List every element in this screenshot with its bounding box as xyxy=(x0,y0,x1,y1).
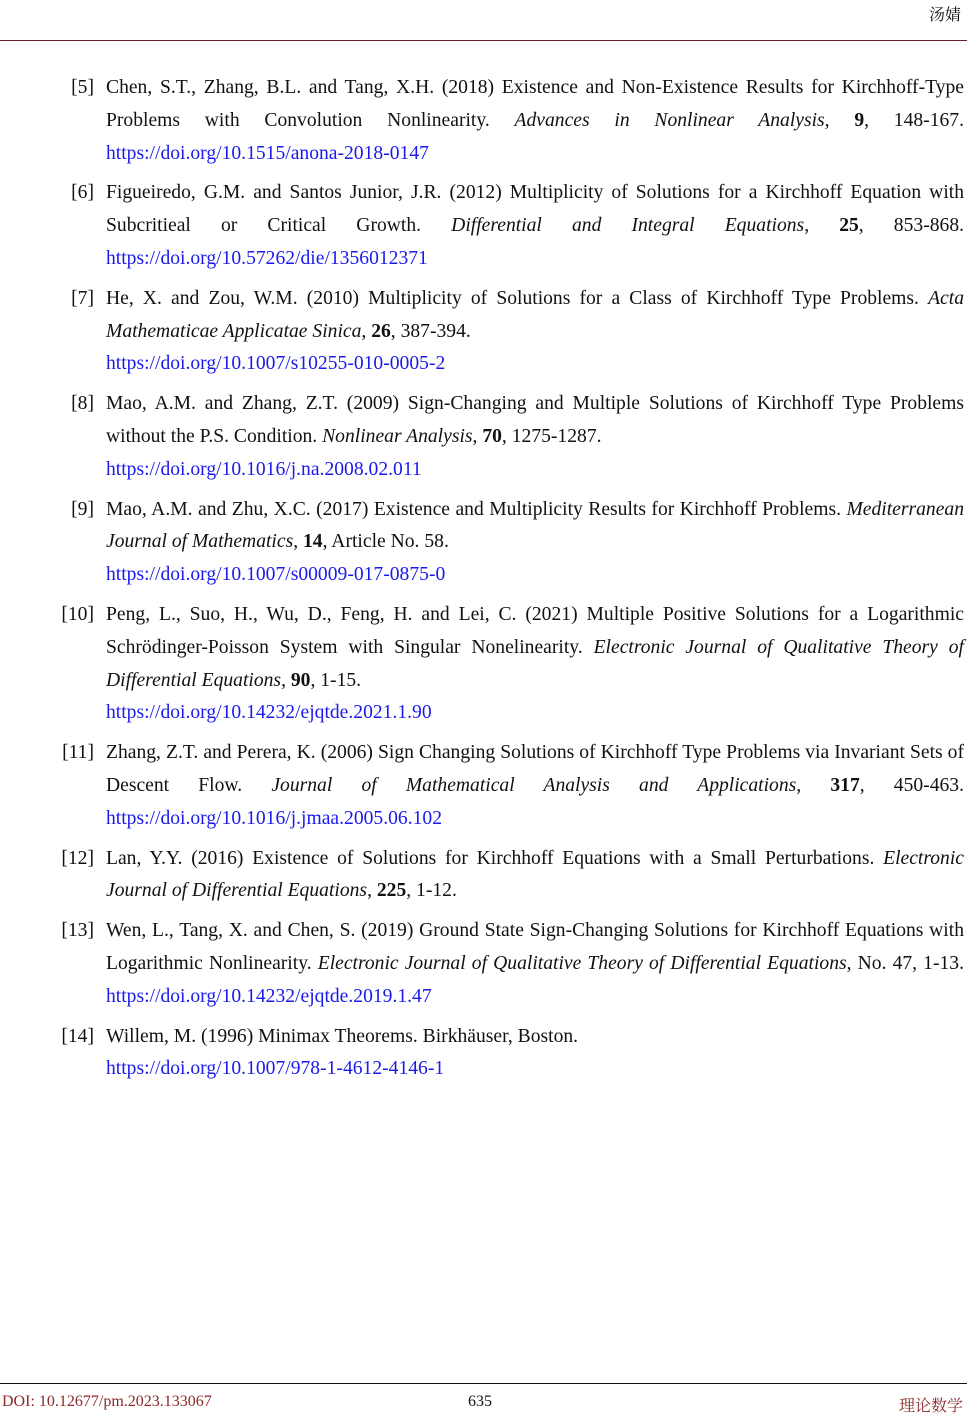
volume-number: 14 xyxy=(303,531,323,553)
volume-number: 26 xyxy=(371,320,391,342)
doi-link[interactable]: https://doi.org/10.14232/ejqtde.2019.1.47 xyxy=(106,985,432,1007)
reference-text: , xyxy=(796,774,831,796)
reference-number: [9] xyxy=(71,498,94,520)
reference-text: He, X. and Zou, W.M. (2010) Multiplicity of Solutions for a Class of Kirchhoff Type Problems. xyxy=(106,287,929,309)
reference-text: , xyxy=(472,425,483,447)
reference-number: [13] xyxy=(61,920,94,942)
reference-text: , 853-868. xyxy=(858,215,965,237)
journal-name: Mediterranean Journal of Mathematics xyxy=(106,498,964,553)
reference-text: , xyxy=(361,320,372,342)
reference-text: Mao, A.M. and Zhu, X.C. (2017) Existence and Multiplicity Results for Kirchhoff Problems. xyxy=(106,498,847,520)
reference-item xyxy=(0,737,964,835)
page-number: 635 xyxy=(468,1393,492,1410)
reference-text: Chen, S.T., Zhang, B.L. and Tang, X.H. (2018) Existence and Non-Existence Results for Kirchhoff-Type Problems with Convolution Nonlinearity. xyxy=(106,77,964,131)
reference-item xyxy=(0,915,964,1013)
reference-text: , xyxy=(293,531,303,553)
reference-number: [14] xyxy=(61,1025,94,1047)
reference-list xyxy=(0,72,964,1093)
reference-text: Zhang, Z.T. and Perera, K. (2006) Sign Changing Solutions of Kirchhoff Type Problems via Invariant Sets of Descent Flow. xyxy=(106,742,964,796)
reference-item xyxy=(0,72,964,170)
reference-text: Lan, Y.Y. (2016) Existence of Solutions for Kirchhoff Equations with a Small Perturbations. xyxy=(106,847,884,869)
reference-text: , xyxy=(804,215,840,237)
footer-journal-name: 理论数学 xyxy=(898,1398,963,1415)
reference-text: , 387-394. xyxy=(390,320,471,342)
journal-name: Journal of Mathematical Analysis and Applications xyxy=(271,774,797,796)
reference-text: Figueiredo, G.M. and Santos Junior, J.R. (2012) Multiplicity of Solutions for a Kirchhoff Equation with Subcritieal or Critical Growth. xyxy=(106,182,964,237)
doi-link[interactable]: https://doi.org/10.1007/s00009-017-0875-0 xyxy=(106,564,446,586)
journal-name: Acta Mathematicae Applicatae Sinica xyxy=(106,287,964,342)
reference-text: , 1-15. xyxy=(310,669,362,691)
reference-text: , No. 47, 1-13. xyxy=(846,952,964,974)
volume-number: 25 xyxy=(839,215,859,237)
reference-text: Willem, M. (1996) Minimax Theorems. Birkhäuser, Boston. xyxy=(106,1025,579,1047)
volume-number: 225 xyxy=(376,880,407,902)
reference-text: , 1275-1287. xyxy=(501,425,602,447)
reference-text: , xyxy=(367,880,377,902)
reference-number: [11] xyxy=(62,742,94,764)
doi-link[interactable]: https://doi.org/10.14232/ejqtde.2021.1.90 xyxy=(106,702,432,724)
journal-name: Electronic Journal of Qualitative Theory of Differential Equations xyxy=(106,636,964,691)
header-author: 汤婧 xyxy=(928,7,961,24)
journal-name: Advances in Nonlinear Analysis xyxy=(514,109,825,131)
reference-item xyxy=(0,843,964,909)
reference-text: , 1-12. xyxy=(406,880,457,902)
reference-text: , Article No. 58. xyxy=(322,531,449,553)
reference-text: , 148-167. xyxy=(864,109,964,131)
reference-number: [6] xyxy=(71,182,94,204)
journal-name: Electronic Journal of Differential Equations xyxy=(106,847,964,902)
reference-number: [5] xyxy=(71,77,94,98)
doi-link[interactable]: https://doi.org/10.1007/978-1-4612-4146-1 xyxy=(106,1058,445,1080)
reference-item xyxy=(0,1021,964,1087)
volume-number: 9 xyxy=(854,109,865,131)
doi-link[interactable]: https://doi.org/10.1515/anona-2018-0147 xyxy=(106,142,429,164)
doi-link[interactable]: https://doi.org/10.1016/j.na.2008.02.011 xyxy=(106,458,422,480)
volume-number: 317 xyxy=(830,774,860,796)
journal-name: Differential and Integral Equations xyxy=(451,215,805,237)
doi-link[interactable]: https://doi.org/10.57262/die/1356012371 xyxy=(106,247,428,269)
reference-text: Peng, L., Suo, H., Wu, D., Feng, H. and Lei, C. (2021) Multiple Positive Solutions for a Logarithmic Schrödinger-Poisson System with Singular Nonelinearity. xyxy=(106,603,964,658)
reference-text: , xyxy=(281,669,291,691)
reference-text: Wen, L., Tang, X. and Chen, S. (2019) Ground State Sign-Changing Solutions for Kirchhoff Equations with Logarithmic Nonlinearity. xyxy=(106,920,964,974)
reference-number: [8] xyxy=(71,393,94,415)
reference-item xyxy=(0,494,964,592)
reference-item xyxy=(0,177,964,275)
reference-item xyxy=(0,599,964,730)
reference-text: Mao, A.M. and Zhang, Z.T. (2009) Sign-Changing and Multiple Solutions of Kirchhoff Type Problems without the P.S. Condition. xyxy=(106,393,964,447)
footer-doi: DOI: 10.12677/pm.2023.133067 xyxy=(2,1393,212,1410)
reference-text: , 450-463. xyxy=(859,774,964,796)
journal-name: Nonlinear Analysis xyxy=(322,425,473,447)
footer-divider xyxy=(0,1383,967,1384)
reference-text: , xyxy=(824,109,855,131)
header-divider xyxy=(0,40,967,41)
reference-item xyxy=(0,388,964,486)
doi-link[interactable]: https://doi.org/10.1016/j.jmaa.2005.06.102 xyxy=(106,807,442,829)
doi-link[interactable]: https://doi.org/10.1007/s10255-010-0005-2 xyxy=(106,353,446,375)
reference-number: [7] xyxy=(71,287,94,309)
volume-number: 70 xyxy=(482,425,502,447)
volume-number: 90 xyxy=(290,669,311,691)
reference-item xyxy=(0,283,964,381)
reference-number: [10] xyxy=(61,603,94,625)
journal-name: Electronic Journal of Qualitative Theory of Differential Equations xyxy=(317,952,847,974)
reference-number: [12] xyxy=(61,847,94,869)
